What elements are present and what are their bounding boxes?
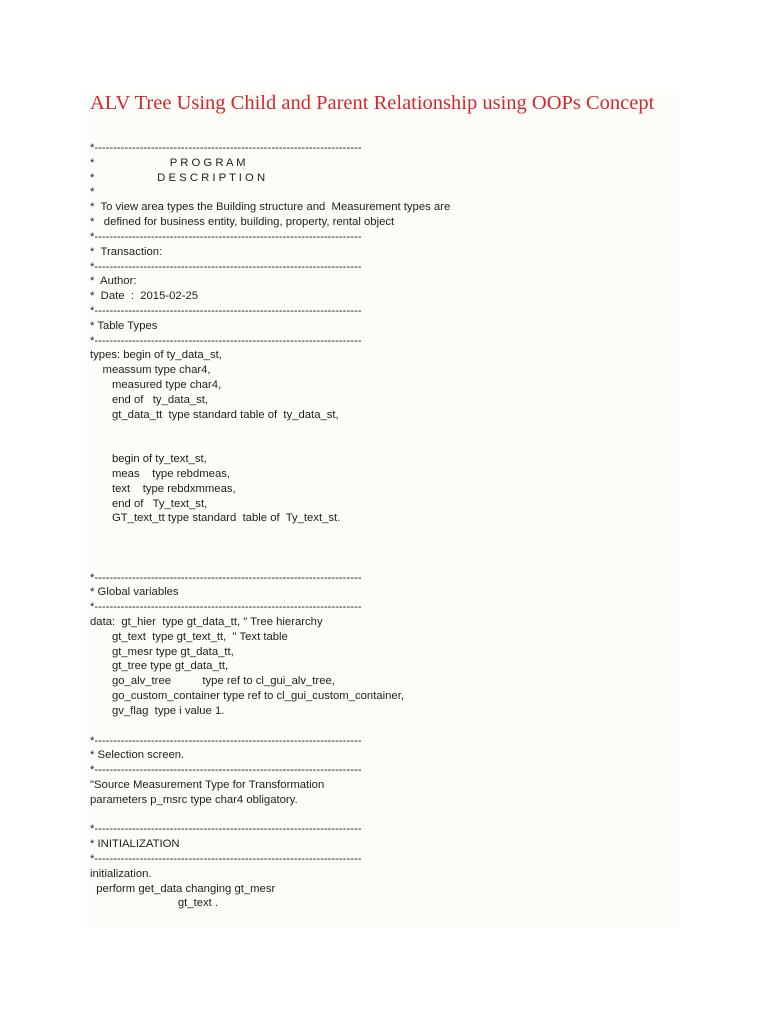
code-line: [90, 808, 450, 823]
code-line: *-----------------------------------------------------------------------: [90, 304, 362, 317]
code-line: text type rebdxmmeas,: [90, 482, 236, 495]
code-line: *-----------------------------------------------------------------------: [90, 853, 362, 865]
document-content: [87, 90, 680, 928]
code-line: gt_data_tt type standard table of ty_data_st,: [90, 408, 339, 421]
code-line: * Global variables: [90, 586, 179, 599]
code-line: go_alv_tree type ref to cl_gui_alv_tree,: [90, 675, 335, 688]
code-line: * Table Types: [90, 319, 158, 332]
code-line: [90, 719, 450, 734]
code-line: * Transaction:: [90, 245, 163, 258]
code-line: * D E S C R I P T I O N: [90, 171, 266, 184]
code-line: gt_tree type gt_data_tt,: [90, 660, 229, 673]
code-line: *-----------------------------------------------------------------------: [90, 823, 362, 836]
code-line: data: gt_hier type gt_data_tt, " Tree hierarchy: [90, 616, 323, 628]
code-line: [90, 422, 450, 437]
code-line: [90, 437, 450, 452]
code-line: gt_text .: [90, 897, 219, 910]
code-line: meassum type char4,: [90, 364, 211, 377]
code-line: * P R O G R A M: [90, 156, 246, 169]
code-line: "Source Measurement Type for Transformation: [90, 778, 325, 791]
code-line: end of ty_data_st,: [90, 393, 209, 406]
code-listing: [90, 141, 450, 911]
code-line: * Date : 2015-02-25: [90, 290, 199, 303]
code-line: meas type rebdmeas,: [90, 467, 231, 480]
code-line: * Author:: [90, 275, 137, 288]
code-line: * To view area types the Building structure and Measurement types are: [90, 201, 451, 214]
code-line: *-----------------------------------------------------------------------: [90, 601, 362, 614]
code-line: [90, 526, 450, 541]
code-line: gv_flag type i value 1.: [90, 704, 225, 717]
code-line: * Selection screen.: [90, 749, 185, 762]
code-line: gt_mesr type gt_data_tt,: [90, 645, 234, 658]
code-line: go_custom_container type ref to cl_gui_custom_container,: [90, 690, 404, 703]
code-line: [90, 541, 450, 556]
code-line: gt_text type gt_text_tt, " Text table: [90, 630, 288, 643]
document-title: ALV Tree Using Child and Parent Relationship using OOPs Concept: [90, 92, 655, 114]
code-line: *-----------------------------------------------------------------------: [90, 142, 362, 154]
code-line: *-----------------------------------------------------------------------: [90, 571, 362, 584]
code-line: *-----------------------------------------------------------------------: [90, 334, 362, 347]
code-line: end of Ty_text_st,: [90, 497, 208, 510]
code-line: parameters p_msrc type char4 obligatory.: [90, 793, 298, 806]
code-line: *: [90, 186, 95, 199]
code-line: * INITIALIZATION: [90, 838, 180, 851]
code-line: *-----------------------------------------------------------------------: [90, 734, 362, 747]
code-line: initialization.: [90, 867, 152, 880]
code-line: perform get_data changing gt_mesr: [90, 882, 276, 895]
code-line: GT_text_tt type standard table of Ty_text_st.: [90, 512, 341, 525]
code-line: *-----------------------------------------------------------------------: [90, 764, 362, 777]
code-line: * defined for business entity, building, property, rental object: [90, 216, 395, 229]
code-line: *-----------------------------------------------------------------------: [90, 260, 362, 273]
code-line: [90, 556, 450, 571]
code-line: *-----------------------------------------------------------------------: [90, 230, 362, 243]
code-line: measured type char4,: [90, 379, 222, 391]
code-line: types: begin of ty_data_st,: [90, 349, 222, 362]
code-line: begin of ty_text_st,: [90, 453, 207, 466]
